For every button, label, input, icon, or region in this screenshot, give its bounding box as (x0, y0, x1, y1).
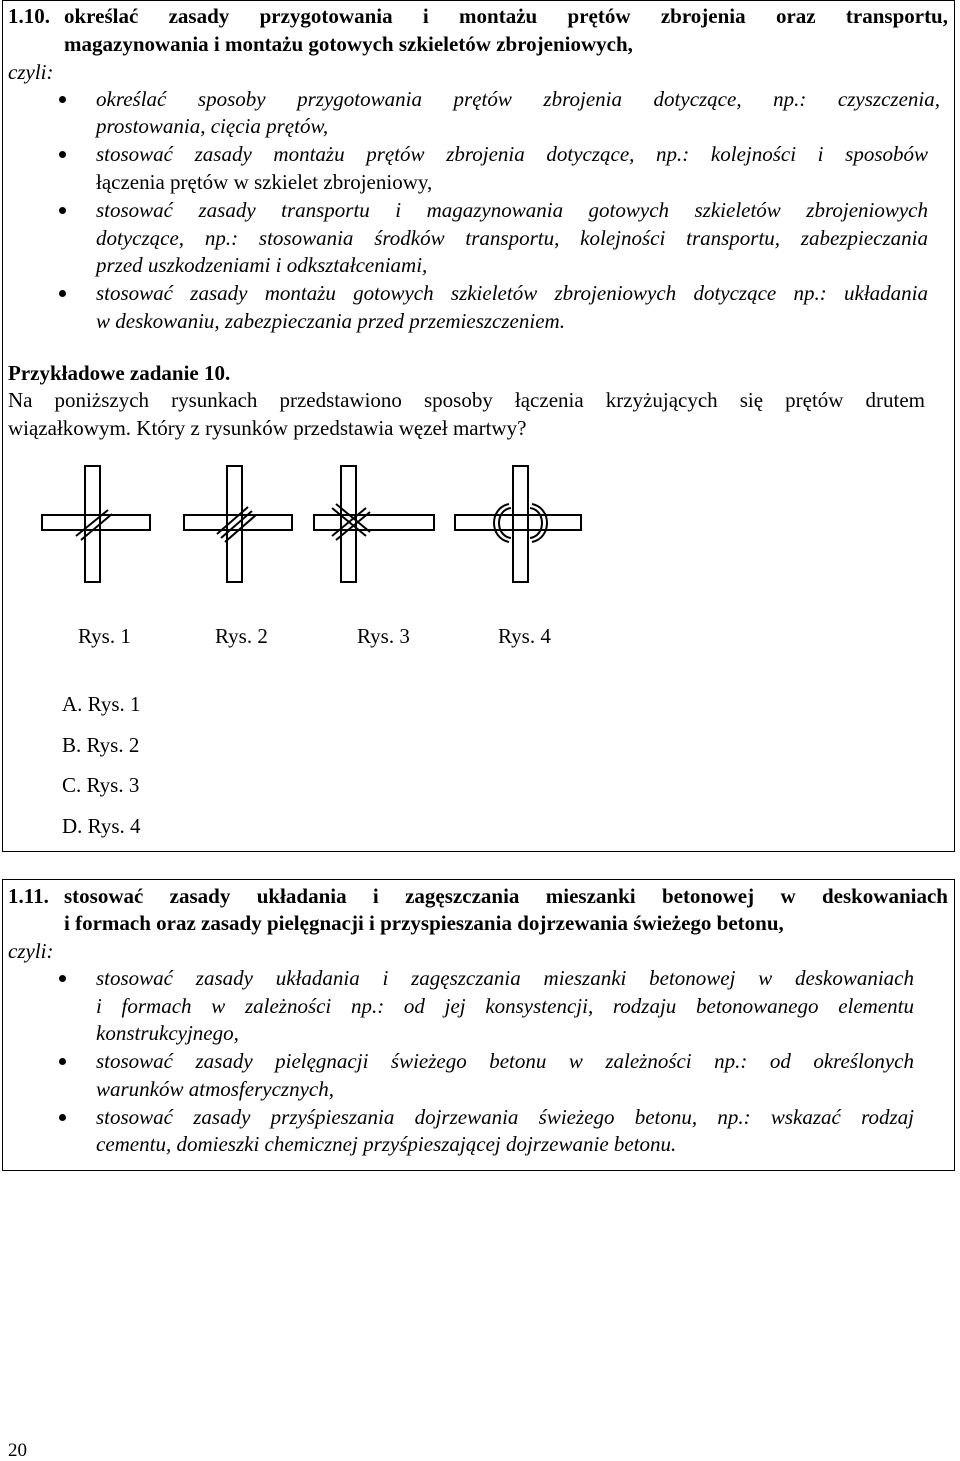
bullet-icon (59, 1058, 66, 1065)
czyli-label: czyli: (8, 60, 54, 84)
rebar-figure-1 (38, 462, 154, 586)
section-title-line1: stosować zasady układania i zagęszczania mieszanki betonowej w deskowaniach (64, 884, 948, 908)
bullet-icon (59, 1114, 66, 1121)
bullet-icon (59, 151, 66, 158)
section-title-line2: magazynowania i montażu gotowych szkieletów zbrojeniowych, (64, 32, 633, 56)
bullet-icon (59, 290, 66, 297)
answer-a: A. Rys. 1 (62, 692, 141, 716)
bullet-icon (59, 207, 66, 214)
list-item-line: prostowania, cięcia prętów, (96, 114, 329, 138)
section-number: 1.11. (8, 884, 49, 908)
list-item-line: stosować zasady transportu i magazynowania gotowych szkieletów zbrojeniowych (96, 198, 928, 222)
example-title: Przykładowe zadanie 10. (8, 361, 231, 385)
section-title-line2: i formach oraz zasady pielęgnacji i przyspieszania dojrzewania świeżego betonu, (64, 911, 784, 935)
list-item-line: stosować zasady przyśpieszania dojrzewania świeżego betonu, np.: wskazać rodzaj (96, 1105, 914, 1129)
list-item-line: w deskowaniu, zabezpieczania przed przemieszczeniem. (96, 309, 565, 333)
figure-label-4: Rys. 4 (498, 624, 551, 648)
question-line2: wiązałkowym. Który z rysunków przedstawia węzeł martwy? (8, 416, 527, 440)
list-item-line: stosować zasady montażu gotowych szkieletów zbrojeniowych dotyczące np.: układania (96, 281, 928, 305)
list-item-line: łączenia prętów w szkielet zbrojeniowy, (96, 170, 433, 194)
list-item-line: stosować zasady montażu prętów zbrojenia dotyczące, np.: kolejności i sposobów (96, 142, 928, 166)
bullet-icon (59, 975, 66, 982)
list-item-line: warunków atmosferycznych, (96, 1077, 334, 1101)
section-number: 1.10. (8, 4, 50, 28)
list-item-line: cementu, domieszki chemicznej przyśpieszającej dojrzewanie betonu. (96, 1132, 677, 1156)
figure-label-1: Rys. 1 (78, 624, 131, 648)
figure-label-2: Rys. 2 (215, 624, 268, 648)
page-number: 20 (8, 1440, 27, 1461)
question-line1: Na poniższych rysunkach przedstawiono sposoby łączenia krzyżujących się prętów drutem (8, 388, 925, 412)
czyli-label: czyli: (8, 939, 54, 963)
bullet-icon (59, 96, 66, 103)
rebar-figure-2 (180, 462, 296, 586)
list-item-line: stosować zasady układania i zagęszczania mieszanki betonowej w deskowaniach (96, 966, 914, 990)
answer-b: B. Rys. 2 (62, 733, 140, 757)
rebar-figure-3 (310, 462, 438, 586)
rebar-figure-4 (451, 462, 585, 586)
list-item-line: dotyczące, np.: stosowania środków transportu, kolejności transportu, zabezpieczania (96, 226, 928, 250)
list-item-line: konstrukcyjnego, (96, 1021, 239, 1045)
list-item-line: i formach w zależności np.: od jej konsystencji, rodzaju betonowanego elementu (96, 994, 914, 1018)
list-item-line: przed uszkodzeniami i odkształceniami, (96, 253, 428, 277)
answer-c: C. Rys. 3 (62, 773, 140, 797)
list-item-line: stosować zasady pielęgnacji świeżego betonu w zależności np.: od określonych (96, 1049, 914, 1073)
section-title-line1: określać zasady przygotowania i montażu prętów zbrojenia oraz transportu, (64, 4, 948, 28)
figure-label-3: Rys. 3 (357, 624, 410, 648)
list-item-line: określać sposoby przygotowania prętów zbrojenia dotyczące, np.: czyszczenia, (96, 87, 940, 111)
answer-d: D. Rys. 4 (62, 814, 141, 838)
